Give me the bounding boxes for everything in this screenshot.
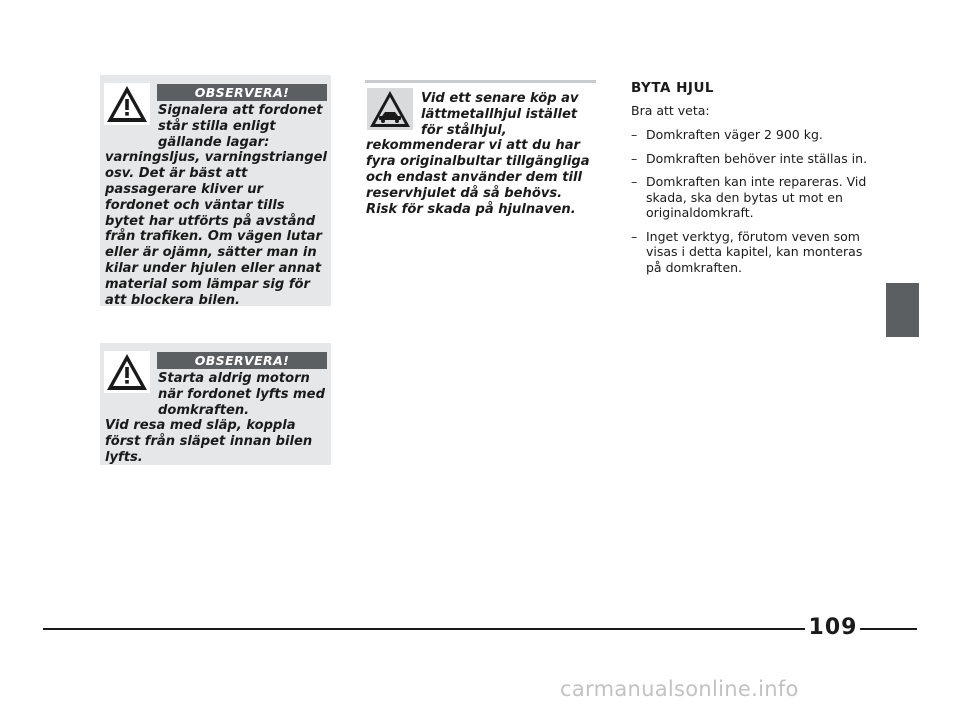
footer-rule-left <box>43 628 805 630</box>
note-text-body: Vid ett senare köp av lättmetallhjul istället för stålhjul, rekommenderar vi att du har fyra originalbultar tillgängliga och endast använder dem till reservhjulet då så behövs. Risk för skada på hjulnaven. <box>366 91 590 217</box>
list-item <box>631 174 871 221</box>
list-item <box>631 151 871 167</box>
list-dash: – <box>631 127 638 142</box>
warning-text <box>105 371 327 466</box>
section-intro: Bra att veta: <box>631 103 710 118</box>
chapter-tab <box>886 283 919 337</box>
page-number: 109 <box>808 615 858 640</box>
list-dash: – <box>631 150 638 166</box>
list-item-text: Domkraften väger 2 900 kg. <box>646 127 823 142</box>
info-list <box>631 127 871 275</box>
list-dash: – <box>631 174 638 189</box>
list-item-text: Domkraften kan inte repareras. Vid skada, ska den bytas ut mot en originaldomkraft. <box>646 174 867 220</box>
footer-rule-right <box>860 628 917 630</box>
note-text <box>366 91 596 217</box>
warning-text-body: Signalera att fordonet står stilla enligt gällande lagar: varningsljus, varningstriangel osv. Det är bäst att passagerare kliver ur fordonet och väntar tills bytet har utförts på avstånd från trafiken. Om vägen lutar eller är ojämn, sätter man in kilar under hjulen eller annat material som lämpar sig för att blockera bilen. <box>105 103 327 308</box>
warning-text <box>105 103 327 308</box>
warning-header: OBSERVERA! <box>157 84 327 101</box>
warning-box-2 <box>100 343 331 465</box>
list-item <box>631 127 871 143</box>
warning-text-body: Starta aldrig motorn när fordonet lyfts med domkraften. <box>158 371 325 418</box>
list-item-text: Inget verktyg, förutom veven som visas i detta kapitel, kan monteras på domkraften. <box>646 228 863 275</box>
section-title: BYTA HJUL <box>631 80 715 96</box>
watermark: carmanualsonline.info <box>560 677 799 701</box>
list-item-text: Domkraften behöver inte ställas in. <box>646 150 868 166</box>
note-top-rule <box>365 80 596 83</box>
section-change-wheel <box>631 80 871 283</box>
list-item <box>631 229 871 276</box>
warning-box-1 <box>100 75 331 306</box>
note-box <box>365 80 596 220</box>
list-dash: – <box>631 228 638 244</box>
warning-header: OBSERVERA! <box>157 352 327 369</box>
warning-text-body-2: Vid resa med släp, koppla först från släpet innan bilen lyfts. <box>105 418 313 465</box>
